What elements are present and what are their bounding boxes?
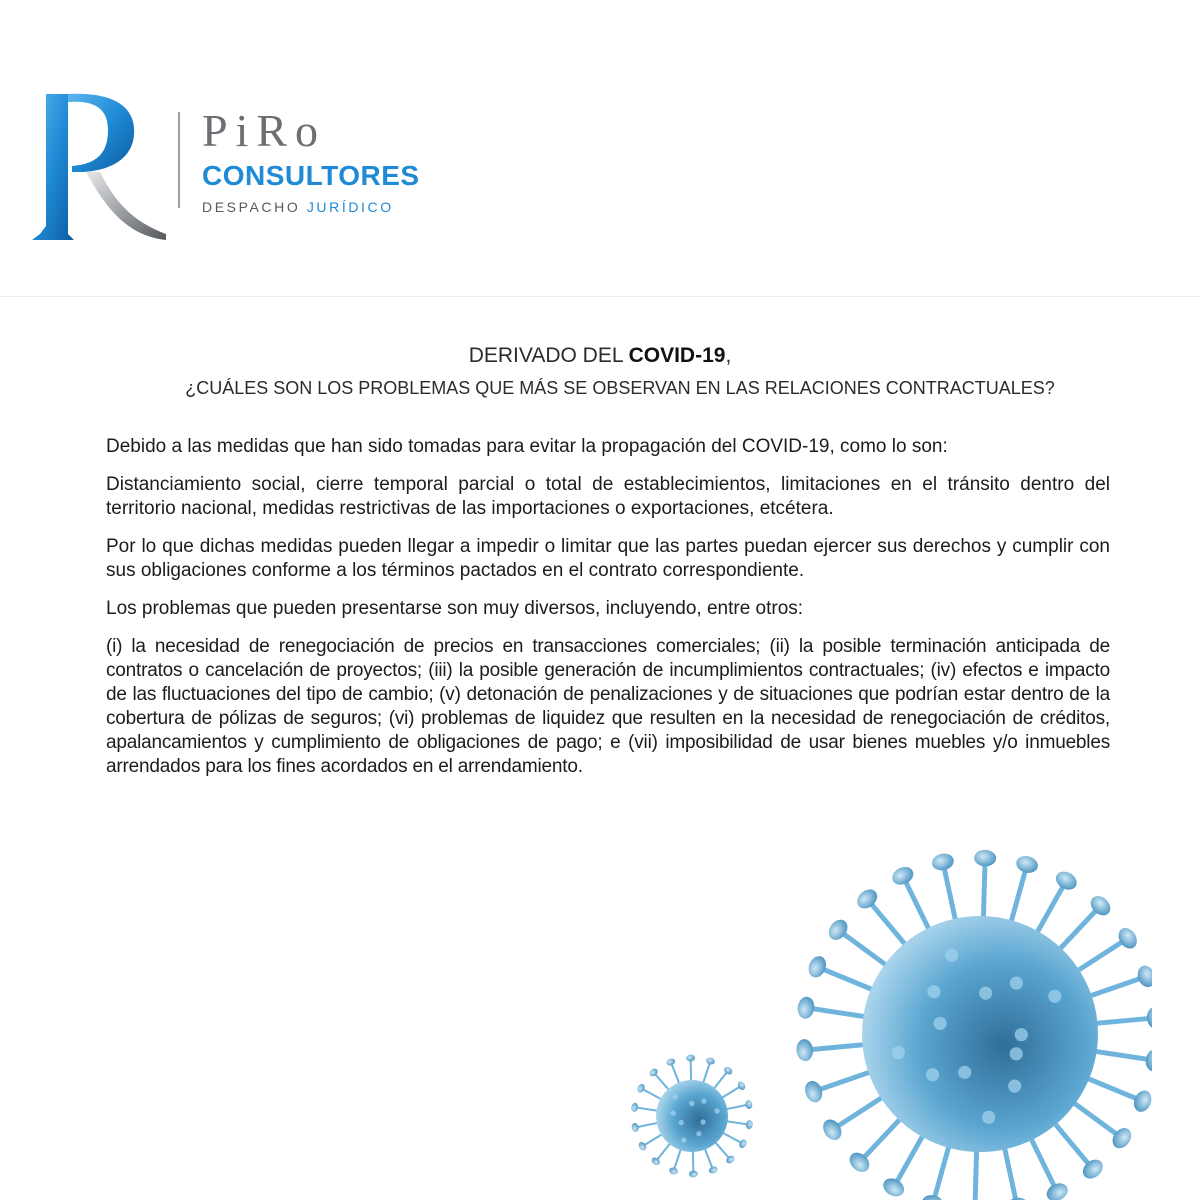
virus-spike bbox=[654, 1072, 670, 1091]
virus-spike bbox=[1050, 1117, 1093, 1169]
virus-spike bbox=[1071, 938, 1128, 975]
paragraph-problems-intro: Los problemas que pueden presentarse son muy diversos, incluyendo, entre otros: bbox=[106, 598, 804, 619]
virus-spike-tip bbox=[1115, 925, 1141, 952]
virus-spike bbox=[1054, 906, 1100, 955]
virus-spike bbox=[693, 1149, 694, 1174]
virus-spike bbox=[817, 967, 879, 993]
virus-surface-bump bbox=[927, 985, 940, 998]
virus-surface-bump bbox=[670, 1110, 675, 1115]
title-suffix: , bbox=[725, 344, 732, 367]
virus-spike bbox=[806, 1008, 873, 1018]
virus-spike-tip bbox=[1044, 1180, 1071, 1200]
logo-tagline bbox=[202, 200, 394, 214]
virus-spike bbox=[805, 1044, 872, 1050]
logo-tagline-prefix: DESPACHO bbox=[202, 199, 307, 215]
virus-spike-tip bbox=[745, 1120, 753, 1130]
paragraph-measures: Distanciamiento social, cierre temporal parcial o total de establecimientos, limitaciones en el tránsito dentro del territorio nacional, medidas restrictivas de las importaciones o exportaciones, etcétera. bbox=[106, 474, 1110, 519]
paragraph-consequences: Por lo que dichas medidas pueden llegar a impedir o limitar que las partes puedan ejercer sus derechos y cumplir con sus obligaciones conforme a los términos pactados en el contrato correspondiente. bbox=[106, 536, 1110, 581]
virus-spike-tip bbox=[1014, 854, 1040, 876]
virus-spike-tip bbox=[745, 1099, 753, 1109]
small-virus-icon bbox=[622, 1044, 758, 1180]
document-body bbox=[106, 435, 1110, 793]
virus-spike bbox=[832, 1093, 889, 1130]
virus-spike bbox=[1028, 1132, 1058, 1193]
virus-surface-bump bbox=[701, 1098, 706, 1103]
virus-surface-bump bbox=[681, 1138, 686, 1143]
virus-spike bbox=[1009, 864, 1027, 929]
virus-spike-tip bbox=[920, 1193, 946, 1200]
virus-spike bbox=[1088, 1018, 1152, 1024]
virus-spike bbox=[714, 1141, 730, 1160]
paragraph-intro: Debido a las medidas que han sido tomadas para evitar la propagación del COVID-19, como lo son: bbox=[106, 436, 948, 457]
virus-surface-bump bbox=[714, 1108, 719, 1113]
coronavirus-icon bbox=[780, 836, 1152, 1200]
virus-spike bbox=[838, 930, 892, 970]
virus-surface-bump bbox=[700, 1119, 705, 1124]
virus-spike-tip bbox=[631, 1102, 639, 1112]
virus-spike-tip bbox=[668, 1166, 679, 1175]
virus-spike bbox=[943, 862, 957, 928]
virus-spike bbox=[635, 1107, 660, 1111]
virus-spike-tip bbox=[796, 996, 816, 1020]
virus-spike-tip bbox=[689, 1170, 698, 1177]
virus-spike bbox=[1068, 1098, 1122, 1138]
virus-spike-tip bbox=[930, 852, 955, 873]
virus-surface-bump bbox=[679, 1120, 684, 1125]
virus-surface-bump bbox=[1008, 1079, 1021, 1092]
virus-spike-tip bbox=[1135, 963, 1152, 989]
virus-spike-tip bbox=[1053, 868, 1080, 893]
virus-spike bbox=[721, 1132, 743, 1144]
virus-spike bbox=[903, 876, 933, 937]
logo-divider bbox=[178, 112, 180, 208]
virus-spike bbox=[894, 1129, 927, 1188]
virus-surface-bump bbox=[672, 1094, 677, 1099]
logo-name: PiRo bbox=[202, 105, 327, 156]
virus-spike bbox=[867, 899, 910, 951]
virus-surface-bump bbox=[1048, 990, 1061, 1003]
virus-surface-bump bbox=[933, 1017, 946, 1030]
virus-body bbox=[656, 1080, 728, 1152]
virus-spike bbox=[1080, 1075, 1142, 1101]
logo-tagline-accent: JURÍDICO bbox=[306, 199, 394, 215]
virus-spike-tip bbox=[880, 1175, 907, 1200]
virus-spike-tip bbox=[738, 1138, 748, 1149]
virus-spike bbox=[814, 1070, 878, 1092]
virus-spike bbox=[983, 858, 985, 925]
virus-spike bbox=[642, 1133, 663, 1146]
virus-spike bbox=[703, 1061, 711, 1085]
virus-spike bbox=[691, 1058, 692, 1083]
virus-spike-tip bbox=[637, 1141, 647, 1152]
virus-spike bbox=[859, 1113, 905, 1162]
virus-spike bbox=[704, 1147, 713, 1170]
document-subtitle: ¿CUÁLES SON LOS PROBLEMAS QUE MÁS SE OBSERVAN EN LAS RELACIONES CONTRACTUALES? bbox=[185, 378, 1055, 398]
logo-consultores: CONSULTORES bbox=[202, 160, 420, 191]
virus-spike-tip bbox=[705, 1056, 716, 1065]
virus-spike-tip bbox=[631, 1122, 639, 1132]
virus-surface-bump bbox=[979, 986, 992, 999]
virus-surface-bump bbox=[945, 949, 958, 962]
virus-spike bbox=[671, 1062, 680, 1085]
virus-spike bbox=[1083, 976, 1147, 998]
virus-spike-tip bbox=[819, 1116, 845, 1143]
virus-spike-tip bbox=[665, 1057, 676, 1067]
virus-spike-tip bbox=[686, 1055, 695, 1062]
virus-spike bbox=[641, 1088, 663, 1100]
virus-body bbox=[862, 916, 1098, 1152]
title-prefix: DERIVADO DEL bbox=[468, 344, 629, 367]
virus-surface-bump bbox=[982, 1111, 995, 1124]
paragraph-problems-list: (i) la necesidad de renegociación de precios en transacciones comerciales; (ii) la posible terminación anticipada de contratos o cancelación de proyectos; (iii) la posible generación de incumplimientos contractuales; (iv) efectos e impacto de las fluctuaciones del tipo de cambio; (v) detonación de penalizaciones y de situaciones que podrían estar dentro de la cobertura de pólizas de seguros; (vi) problemas de liquidez que resulten en la necesidad de renegociación de créditos, apalancamientos y cumplimiento de obligaciones de pago; e (vii) imposibilidad de usar bienes muebles y/o inmuebles arrendados para los fines acordados en el arrendamiento. bbox=[106, 636, 1110, 777]
virus-spike-tip bbox=[802, 1078, 825, 1104]
virus-surface-bump bbox=[1010, 977, 1023, 990]
virus-surface-bump bbox=[1010, 1047, 1023, 1060]
virus-spike bbox=[674, 1147, 682, 1171]
virus-spike bbox=[725, 1121, 750, 1125]
brand-logo bbox=[28, 86, 420, 246]
virus-spike bbox=[1087, 1050, 1152, 1060]
document-panel bbox=[0, 296, 1200, 903]
virus-spike bbox=[933, 1139, 951, 1200]
virus-spike-tip bbox=[889, 864, 916, 888]
virus-surface-bump bbox=[892, 1046, 905, 1059]
virus-surface-bump bbox=[1015, 1028, 1028, 1041]
virus-spike bbox=[1033, 881, 1066, 940]
virus-spike bbox=[724, 1105, 748, 1110]
virus-spike bbox=[635, 1123, 659, 1128]
virus-spike bbox=[656, 1142, 672, 1161]
virus-spike-tip bbox=[796, 1038, 814, 1061]
letter-r-logo-icon bbox=[28, 86, 168, 246]
virus-spike bbox=[713, 1071, 729, 1090]
virus-spike-tip bbox=[1131, 1088, 1152, 1115]
virus-surface-bump bbox=[696, 1131, 701, 1136]
virus-spike-tip bbox=[974, 850, 996, 867]
virus-spike bbox=[720, 1086, 741, 1099]
document-title bbox=[0, 345, 1200, 366]
virus-spike-tip bbox=[806, 954, 830, 981]
virus-surface-bump bbox=[926, 1068, 939, 1081]
virus-spike-tip bbox=[636, 1083, 646, 1094]
title-bold: COVID-19 bbox=[628, 344, 726, 367]
virus-spike-tip bbox=[736, 1080, 746, 1091]
virus-surface-bump bbox=[958, 1066, 971, 1079]
virus-surface-bump bbox=[689, 1101, 694, 1106]
virus-spike-tip bbox=[708, 1165, 719, 1175]
